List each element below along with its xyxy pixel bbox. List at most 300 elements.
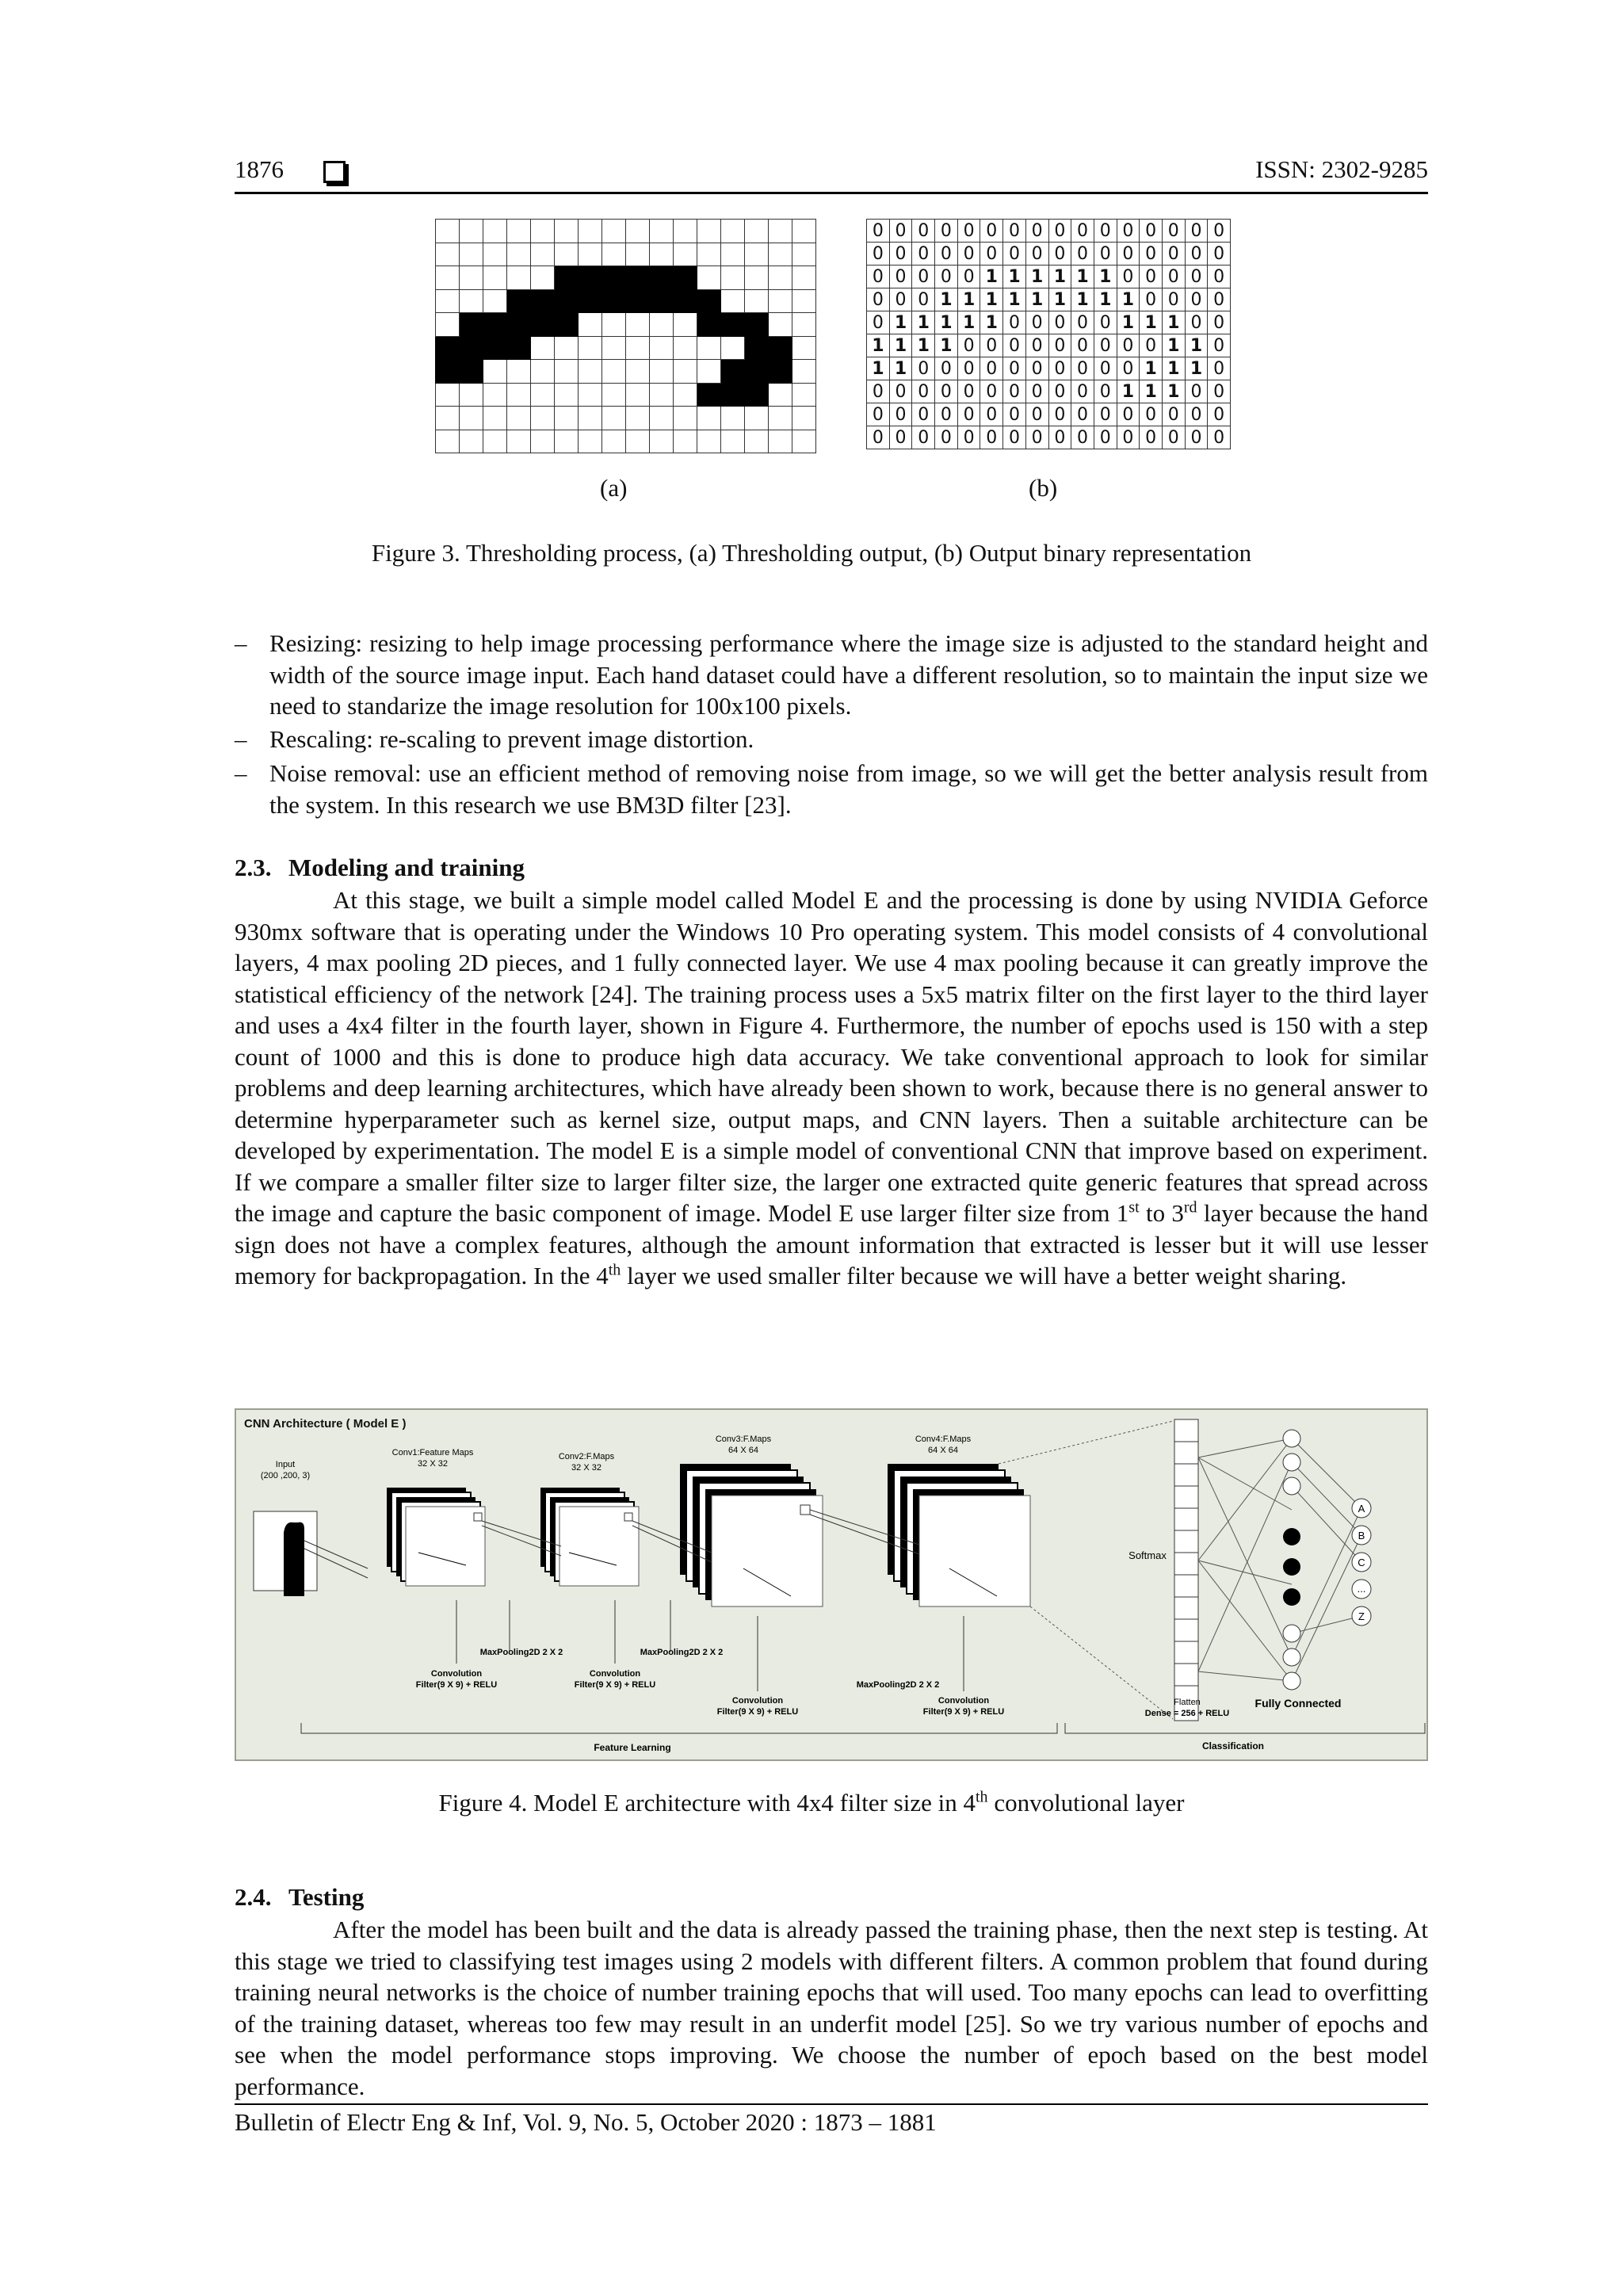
- binary-cell: 0: [1071, 243, 1094, 266]
- dense-label: Dense = 256 + RELU: [1144, 1709, 1230, 1718]
- conv2-filter-label: Filter(9 X 9) + RELU: [574, 1680, 656, 1690]
- binary-cell: 1: [1048, 266, 1071, 288]
- grid-row: [867, 220, 1231, 243]
- binary-cell: 1: [867, 334, 890, 357]
- threshold-pixel: [769, 313, 792, 337]
- maxpool3-label: MaxPooling2D 2 X 2: [856, 1680, 940, 1690]
- conv2-conv-label: Convolution: [589, 1669, 641, 1679]
- binary-cell: 0: [867, 266, 890, 288]
- output-label-b: B: [1358, 1530, 1365, 1541]
- binary-cell: 0: [935, 403, 958, 426]
- grid-row: [867, 266, 1231, 288]
- threshold-pixel: [626, 383, 650, 407]
- threshold-pixel: [602, 430, 626, 453]
- binary-cell: 0: [935, 243, 958, 266]
- binary-cell: 0: [1025, 334, 1048, 357]
- threshold-pixel: [674, 243, 697, 266]
- threshold-pixel: [579, 360, 602, 384]
- binary-cell: 0: [980, 403, 1003, 426]
- threshold-pixel: [697, 430, 721, 453]
- threshold-pixel: [436, 383, 460, 407]
- threshold-pixel: [531, 289, 555, 313]
- binary-cell: 0: [957, 243, 980, 266]
- threshold-pixel: [745, 407, 769, 430]
- grid-row: [436, 360, 816, 384]
- classification-label: Classification: [1201, 1740, 1265, 1752]
- threshold-pixel: [626, 220, 650, 243]
- section-2-4-heading: [235, 1883, 364, 1912]
- threshold-pixel: [483, 360, 507, 384]
- binary-cell: 0: [912, 243, 935, 266]
- grid-row: [436, 220, 816, 243]
- threshold-pixel: [626, 360, 650, 384]
- binary-cell: 0: [1208, 403, 1231, 426]
- threshold-pixel: [579, 289, 602, 313]
- superscript: rd: [1183, 1198, 1197, 1217]
- threshold-pixel: [721, 313, 745, 337]
- filter-window: [624, 1513, 632, 1521]
- grid-row: [867, 311, 1231, 334]
- feature-learning-bracket: [301, 1723, 1057, 1733]
- grid-row: [867, 288, 1231, 311]
- threshold-pixel: [674, 220, 697, 243]
- binary-cell: 0: [1140, 288, 1163, 311]
- threshold-pixel: [626, 243, 650, 266]
- threshold-pixel: [436, 360, 460, 384]
- conv3-filter-label: Filter(9 X 9) + RELU: [716, 1707, 799, 1717]
- threshold-pixel: [745, 220, 769, 243]
- threshold-pixel: [769, 220, 792, 243]
- threshold-pixel: [792, 266, 816, 290]
- binary-cell: 0: [1025, 403, 1048, 426]
- binary-cell: 0: [1117, 220, 1140, 243]
- section-title: Testing: [288, 1883, 365, 1911]
- para-text: layer we used smaller filter because we will have a better weight sharing.: [621, 1262, 1347, 1289]
- binary-cell: 0: [1140, 403, 1163, 426]
- threshold-pixel: [674, 407, 697, 430]
- binary-cell: 0: [867, 403, 890, 426]
- threshold-pixel: [436, 220, 460, 243]
- threshold-pixel: [626, 407, 650, 430]
- binary-cell: 0: [1003, 357, 1026, 380]
- neuron-ellipsis: [1283, 1528, 1300, 1545]
- threshold-pixel: [697, 243, 721, 266]
- binary-cell: 0: [867, 288, 890, 311]
- neuron: [1283, 1454, 1300, 1471]
- fc-edge: [1198, 1561, 1292, 1681]
- conv1-conv-label: Convolution: [430, 1669, 483, 1679]
- binary-cell: 1: [1140, 311, 1163, 334]
- binary-cell: 0: [1185, 220, 1208, 243]
- threshold-pixel: [650, 407, 674, 430]
- section-2-3-body: [235, 884, 1428, 1292]
- threshold-pixel: [436, 430, 460, 453]
- threshold-pixel: [721, 243, 745, 266]
- binary-cell: 0: [1094, 243, 1117, 266]
- binary-cell: 1: [889, 357, 912, 380]
- binary-cell: 0: [1094, 220, 1117, 243]
- binary-cell: 0: [1117, 243, 1140, 266]
- threshold-pixel: [531, 266, 555, 290]
- bullet-noise-removal: [235, 758, 1428, 820]
- binary-grid: [866, 219, 1231, 449]
- binary-cell: 1: [1003, 288, 1026, 311]
- binary-cell: 0: [980, 243, 1003, 266]
- threshold-pixel: [579, 266, 602, 290]
- filter-window: [800, 1505, 810, 1515]
- grid-row: [867, 380, 1231, 403]
- threshold-pixel: [555, 243, 579, 266]
- threshold-pixel: [769, 336, 792, 360]
- binary-cell: 0: [1208, 266, 1231, 288]
- threshold-grid-table: [435, 219, 816, 453]
- threshold-pixel: [697, 383, 721, 407]
- threshold-pixel: [650, 430, 674, 453]
- threshold-pixel: [602, 289, 626, 313]
- binary-cell: 0: [935, 380, 958, 403]
- grid-row: [436, 313, 816, 337]
- binary-cell: 0: [889, 288, 912, 311]
- binary-cell: 0: [980, 426, 1003, 449]
- conv4-conv-label: Convolution: [938, 1696, 990, 1706]
- binary-cell: 0: [935, 426, 958, 449]
- threshold-pixel: [602, 220, 626, 243]
- para-text: to 3: [1139, 1199, 1184, 1227]
- threshold-pixel: [769, 266, 792, 290]
- binary-cell: 0: [1048, 357, 1071, 380]
- threshold-pixel: [483, 336, 507, 360]
- bullet-text: Noise removal: use an efficient method of removing noise from image, so we will get the better analysis result from the system. In this research we use BM3D filter [23].: [269, 759, 1428, 819]
- threshold-pixel: [460, 430, 483, 453]
- softmax-label: Softmax: [1128, 1549, 1167, 1561]
- binary-cell: 0: [1071, 426, 1094, 449]
- binary-cell: 0: [1140, 220, 1163, 243]
- binary-cell: 0: [957, 266, 980, 288]
- binary-cell: 1: [1003, 266, 1026, 288]
- binary-cell: 0: [1162, 266, 1185, 288]
- threshold-pixel: [602, 383, 626, 407]
- threshold-pixel: [626, 430, 650, 453]
- binary-cell: 0: [1140, 266, 1163, 288]
- threshold-pixel: [602, 313, 626, 337]
- threshold-pixel: [792, 336, 816, 360]
- binary-cell: 0: [912, 220, 935, 243]
- grid-row: [436, 243, 816, 266]
- threshold-pixel: [721, 336, 745, 360]
- binary-cell: 1: [935, 311, 958, 334]
- footer-rule: [235, 2103, 1428, 2105]
- binary-cell: 0: [1117, 426, 1140, 449]
- threshold-pixel: [674, 313, 697, 337]
- conv3-conv-label: Convolution: [731, 1696, 784, 1706]
- threshold-pixel: [602, 336, 626, 360]
- projection-line: [1030, 1606, 1173, 1719]
- binary-cell: 0: [957, 357, 980, 380]
- threshold-pixel: [555, 336, 579, 360]
- threshold-pixel: [792, 243, 816, 266]
- threshold-pixel: [650, 289, 674, 313]
- threshold-pixel: [531, 313, 555, 337]
- binary-cell: 0: [957, 380, 980, 403]
- threshold-pixel: [721, 289, 745, 313]
- threshold-pixel: [507, 360, 531, 384]
- binary-cell: 0: [1071, 220, 1094, 243]
- binary-cell: 0: [1208, 220, 1231, 243]
- binary-cell: 1: [1094, 288, 1117, 311]
- conv1-label: Conv1:Feature Maps: [391, 1448, 474, 1457]
- binary-cell: 0: [1162, 288, 1185, 311]
- threshold-pixel: [697, 289, 721, 313]
- binary-cell: 0: [1208, 426, 1231, 449]
- flatten-label: Flatten: [1174, 1698, 1201, 1707]
- binary-cell: 1: [867, 357, 890, 380]
- threshold-pixel: [745, 243, 769, 266]
- threshold-pixel: [650, 313, 674, 337]
- fc-edge: [1198, 1462, 1292, 1671]
- threshold-pixel: [626, 336, 650, 360]
- figure4-title: CNN Architecture ( Model E ): [244, 1417, 407, 1431]
- neuron: [1283, 1477, 1300, 1495]
- neuron-ellipsis: [1283, 1588, 1300, 1606]
- threshold-pixel: [483, 313, 507, 337]
- binary-cell: 1: [1117, 288, 1140, 311]
- binary-cell: 1: [1162, 380, 1185, 403]
- threshold-pixel: [507, 313, 531, 337]
- threshold-pixel: [769, 289, 792, 313]
- fc-edge: [1198, 1457, 1292, 1657]
- threshold-pixel: [460, 243, 483, 266]
- figure4-caption: [0, 1789, 1623, 1817]
- fc-edge: [1198, 1457, 1292, 1510]
- threshold-pixel: [650, 336, 674, 360]
- threshold-pixel: [650, 360, 674, 384]
- threshold-pixel: [507, 407, 531, 430]
- binary-cell: 1: [889, 334, 912, 357]
- threshold-pixel: [745, 266, 769, 290]
- binary-cell: 1: [912, 334, 935, 357]
- threshold-pixel: [745, 336, 769, 360]
- threshold-pixel: [460, 407, 483, 430]
- binary-cell: 1: [1048, 288, 1071, 311]
- binary-cell: 0: [1048, 403, 1071, 426]
- binary-cell: 0: [1048, 426, 1071, 449]
- binary-cell: 0: [889, 243, 912, 266]
- conv4-dims: 64 X 64: [928, 1446, 958, 1455]
- threshold-pixel: [697, 220, 721, 243]
- binary-cell: 0: [1185, 311, 1208, 334]
- grid-row: [436, 266, 816, 290]
- section-number: 2.3.: [235, 854, 272, 881]
- threshold-pixel: [721, 266, 745, 290]
- grid-row: [867, 357, 1231, 380]
- binary-cell: 0: [1025, 243, 1048, 266]
- hand-icon: [284, 1522, 304, 1596]
- threshold-pixel: [721, 407, 745, 430]
- conv4-filter-label: Filter(9 X 9) + RELU: [922, 1707, 1005, 1717]
- cnn-architecture-svg: [236, 1410, 1430, 1763]
- binary-cell: 0: [957, 426, 980, 449]
- threshold-pixel: [507, 243, 531, 266]
- threshold-grid: [435, 219, 816, 453]
- input-label: Input: [275, 1460, 296, 1469]
- binary-cell: 0: [1140, 243, 1163, 266]
- binary-cell: 0: [912, 266, 935, 288]
- binary-cell: 0: [912, 403, 935, 426]
- figure3-label-b: (b): [1029, 474, 1058, 502]
- threshold-pixel: [769, 383, 792, 407]
- threshold-pixel: [674, 266, 697, 290]
- threshold-pixel: [697, 360, 721, 384]
- threshold-pixel: [579, 243, 602, 266]
- page-header: [235, 155, 346, 184]
- threshold-pixel: [792, 289, 816, 313]
- para-text: At this stage, we built a simple model called Model E and the processing is done by using NVIDIA Geforce 930mx software that is operating under the Windows 10 Pro operating system. This model consists of 4 convolutional layers, 4 max pooling 2D pieces, and 1 fully connected layer. We use 4 max pooling because it can greatly improve the statistical efficiency of the network [24]. The training process uses a 5x5 matrix filter on the first layer to the third layer and uses a 4x4 filter in the fourth layer, shown in Figure 4. Furthermore, the number of epochs used is 150 with a step count of 1000 and this is done to produce high data accuracy. We take conventional approach to look for similar problems and deep learning architectures, which have already been shown to work, because there is no general answer to determine hyperparameter such as kernel size, output maps, and CNN layers. Then a suitable architecture can be developed by experimentation. The model E is a simple model of conventional CNN that improve based on experiment. If we compare a smaller filter size to larger filter size, the larger one extracted quite generic features that spread across the image and capture the basic component of image. Model E use larger filter size from 1: [235, 886, 1428, 1227]
- binary-cell: 0: [1048, 220, 1071, 243]
- binary-cell: 1: [935, 334, 958, 357]
- binary-cell: 0: [1208, 334, 1231, 357]
- threshold-pixel: [745, 430, 769, 453]
- binary-cell: 1: [980, 311, 1003, 334]
- binary-cell: 1: [1185, 334, 1208, 357]
- threshold-pixel: [436, 289, 460, 313]
- binary-cell: 0: [912, 288, 935, 311]
- binary-cell: 0: [1162, 243, 1185, 266]
- binary-cell: 1: [1185, 357, 1208, 380]
- figure4-diagram: [235, 1408, 1428, 1761]
- projection-line: [999, 1421, 1173, 1464]
- binary-cell: 0: [1162, 426, 1185, 449]
- issn: ISSN: 2302-9285: [1255, 155, 1428, 183]
- maxpool2-label: MaxPooling2D 2 X 2: [640, 1648, 724, 1657]
- binary-cell: 0: [980, 220, 1003, 243]
- threshold-pixel: [769, 407, 792, 430]
- binary-cell: 0: [1025, 426, 1048, 449]
- binary-cell: 1: [957, 311, 980, 334]
- binary-cell: 0: [1185, 266, 1208, 288]
- threshold-pixel: [531, 383, 555, 407]
- binary-cell: 0: [1140, 426, 1163, 449]
- binary-cell: 1: [889, 311, 912, 334]
- bullet-rescaling: [235, 724, 1428, 755]
- section-title: Modeling and training: [288, 854, 525, 881]
- threshold-pixel: [626, 313, 650, 337]
- binary-cell: 0: [935, 357, 958, 380]
- binary-cell: 0: [1003, 311, 1026, 334]
- filter-window: [474, 1513, 482, 1521]
- binary-grid-table: [866, 219, 1231, 449]
- threshold-pixel: [460, 289, 483, 313]
- figure3-caption: Figure 3. Thresholding process, (a) Thresholding output, (b) Output binary representation: [371, 539, 1252, 567]
- threshold-pixel: [531, 243, 555, 266]
- threshold-pixel: [460, 336, 483, 360]
- binary-cell: 0: [1071, 334, 1094, 357]
- binary-cell: 0: [1117, 334, 1140, 357]
- conv4-label: Conv4:F.Maps: [915, 1435, 972, 1444]
- threshold-pixel: [579, 220, 602, 243]
- binary-cell: 0: [867, 311, 890, 334]
- binary-cell: 0: [980, 357, 1003, 380]
- binary-cell: 0: [912, 426, 935, 449]
- binary-cell: 0: [1003, 426, 1026, 449]
- neuron-ellipsis: [1283, 1558, 1300, 1576]
- threshold-pixel: [792, 430, 816, 453]
- feature-learning-label: Feature Learning: [594, 1742, 671, 1753]
- binary-cell: 0: [1071, 403, 1094, 426]
- threshold-pixel: [460, 220, 483, 243]
- binary-cell: 0: [889, 403, 912, 426]
- threshold-pixel: [436, 243, 460, 266]
- binary-cell: 0: [1208, 243, 1231, 266]
- binary-cell: 0: [1208, 357, 1231, 380]
- fc-edge: [1292, 1616, 1361, 1633]
- binary-cell: 1: [912, 311, 935, 334]
- binary-cell: 0: [867, 380, 890, 403]
- binary-cell: 0: [1094, 334, 1117, 357]
- threshold-pixel: [460, 383, 483, 407]
- binary-cell: 0: [1117, 403, 1140, 426]
- threshold-pixel: [436, 407, 460, 430]
- conv3-label: Conv3:F.Maps: [715, 1435, 772, 1444]
- binary-cell: 0: [1094, 311, 1117, 334]
- threshold-pixel: [792, 220, 816, 243]
- binary-cell: 0: [957, 403, 980, 426]
- threshold-pixel: [460, 360, 483, 384]
- binary-cell: 0: [957, 220, 980, 243]
- threshold-pixel: [555, 407, 579, 430]
- feature-map: [919, 1496, 1030, 1606]
- binary-cell: 0: [1140, 334, 1163, 357]
- binary-cell: 0: [935, 220, 958, 243]
- binary-cell: 0: [957, 334, 980, 357]
- bullet-resizing: [235, 628, 1428, 722]
- threshold-pixel: [792, 383, 816, 407]
- threshold-pixel: [555, 430, 579, 453]
- threshold-pixel: [626, 266, 650, 290]
- output-label-c: C: [1358, 1557, 1365, 1568]
- bullet-text: Resizing: resizing to help image processing performance where the image size is adjusted to the standard height and width of the source image input. Each hand dataset could have a different resolution, so to maintain the input size we need to standarize the image resolution for 100x100 pixels.: [269, 629, 1428, 720]
- grid-row: [436, 383, 816, 407]
- binary-cell: 0: [1208, 288, 1231, 311]
- threshold-pixel: [436, 336, 460, 360]
- maxpool1-label: MaxPooling2D 2 X 2: [479, 1648, 563, 1657]
- dash-icon: –: [235, 629, 247, 657]
- binary-cell: 1: [957, 288, 980, 311]
- conv2-label: Conv2:F.Maps: [558, 1452, 615, 1461]
- threshold-pixel: [483, 383, 507, 407]
- binary-cell: 0: [1162, 220, 1185, 243]
- grid-row: [867, 403, 1231, 426]
- threshold-pixel: [769, 243, 792, 266]
- threshold-pixel: [460, 313, 483, 337]
- threshold-pixel: [721, 430, 745, 453]
- threshold-pixel: [555, 360, 579, 384]
- neuron: [1283, 1625, 1300, 1642]
- threshold-pixel: [531, 336, 555, 360]
- section-2-4-body: After the model has been built and the data is already passed the training phase, then the next step is testing. At this stage we tried to classifying test images using 2 models with different filters. A common problem that found during training neural networks is the choice of number training epochs that will used. Too many epochs can lead to overfitting of the training dataset, whereas too few may result in an underfit model [25]. So we try various number of epochs and see when the model performance stops improving. We choose the number of epoch based on the best model performance.: [235, 1916, 1428, 2100]
- threshold-pixel: [697, 266, 721, 290]
- square-bullet-icon: [323, 161, 346, 183]
- binary-cell: 1: [1140, 357, 1163, 380]
- threshold-pixel: [650, 266, 674, 290]
- binary-cell: 0: [1003, 334, 1026, 357]
- threshold-pixel: [555, 266, 579, 290]
- threshold-pixel: [507, 336, 531, 360]
- threshold-pixel: [697, 407, 721, 430]
- threshold-pixel: [769, 430, 792, 453]
- threshold-pixel: [436, 313, 460, 337]
- binary-cell: 1: [1162, 334, 1185, 357]
- threshold-pixel: [507, 266, 531, 290]
